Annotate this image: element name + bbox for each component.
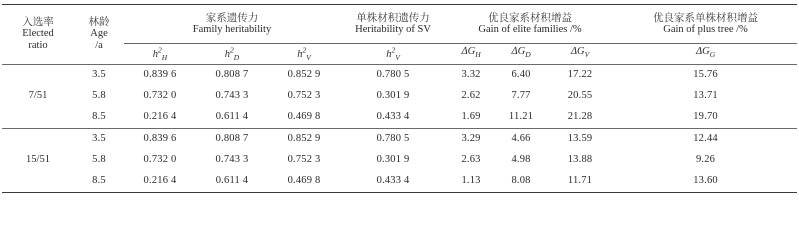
- table-row: [2, 86, 797, 107]
- h2Vs-value: 0.780 5: [376, 69, 410, 81]
- h2Vs-value: 0.433 4: [340, 171, 446, 193]
- dGD-value: 8.08: [496, 171, 546, 193]
- age-en2: /a: [95, 40, 103, 52]
- sub-h2D: $h^2_D$: [196, 44, 268, 65]
- col-age: [74, 5, 124, 65]
- h2H-value: 0.216 4: [124, 171, 196, 193]
- dGD-value: 7.77: [511, 90, 531, 102]
- h2D-value: 0.808 7: [215, 69, 249, 81]
- family-heritability-cn: 家系遗传力: [205, 12, 259, 24]
- dGV-value: 17.22: [567, 69, 593, 81]
- age-value: 8.5: [74, 171, 124, 193]
- dGG-value: 9.26: [695, 154, 716, 166]
- col-selected-ratio: [2, 5, 74, 65]
- col-sv-heritability: [340, 5, 446, 44]
- family-heritability-en: Family heritability: [192, 24, 272, 35]
- table-row: [2, 171, 797, 193]
- dGG-value: 13.71: [693, 90, 718, 102]
- h2V-value: 0.852 9: [287, 69, 321, 81]
- col-elite-gain: [446, 5, 614, 44]
- table-row: [2, 128, 797, 150]
- elite-gain-en: Gain of elite families /%: [478, 24, 582, 35]
- h2V-value: 0.469 8: [268, 171, 340, 193]
- col-family-heritability: [124, 5, 340, 44]
- age-en1: Age: [90, 28, 108, 40]
- dGG-value: 19.70: [614, 107, 797, 129]
- table-row: [2, 64, 797, 86]
- h2D-value: 0.808 7: [215, 133, 249, 145]
- sub-dGD: $\Delta G_D$: [496, 44, 546, 65]
- sub-h2H: $h^2_H$: [124, 44, 196, 65]
- h2Vs-value: 0.301 9: [376, 90, 410, 102]
- table-row: [2, 107, 797, 129]
- dGV-value: 13.88: [567, 154, 593, 166]
- dGH-value: 2.63: [461, 154, 481, 166]
- age-value: 5.8: [92, 154, 106, 166]
- sub-h2V: $h^2_V$: [268, 44, 340, 65]
- sub-h2Vs: $h^2_V$: [340, 44, 446, 65]
- dGD-value: 4.98: [511, 154, 531, 166]
- h2D-value: 0.611 4: [196, 171, 268, 193]
- header-row: [2, 5, 797, 44]
- h2V-value: 0.752 3: [287, 90, 321, 102]
- h2H-value: 0.732 0: [143, 154, 177, 166]
- sub-dGG: $\Delta G_G$: [614, 44, 797, 65]
- h2V-value: 0.852 9: [287, 133, 321, 145]
- age-value: 5.8: [92, 90, 106, 102]
- h2Vs-value: 0.780 5: [376, 133, 410, 145]
- h2H-value: 0.732 0: [143, 90, 177, 102]
- h2D-value: 0.743 3: [215, 90, 249, 102]
- dGV-value: 11.71: [546, 171, 614, 193]
- selected-ratio-en1: Elected: [22, 28, 54, 40]
- h2D-value: 0.611 4: [196, 107, 268, 129]
- age-value: 3.5: [92, 69, 106, 81]
- sv-heritability-cn: 单株材积遗传力: [356, 12, 430, 24]
- dGV-value: 13.59: [567, 133, 593, 145]
- dGH-value: 2.62: [461, 90, 481, 102]
- dGV-value: 20.55: [567, 90, 593, 102]
- h2V-value: 0.752 3: [287, 154, 321, 166]
- selected-ratio-en2: ratio: [28, 40, 48, 52]
- dGV-value: 21.28: [546, 107, 614, 129]
- age-value: 3.5: [92, 133, 106, 145]
- elite-gain-cn: 优良家系材积增益: [488, 12, 573, 24]
- selected-ratio-value: 15/51: [2, 128, 74, 192]
- h2D-value: 0.743 3: [215, 154, 249, 166]
- h2Vs-value: 0.301 9: [376, 154, 410, 166]
- sub-dGH: $\Delta G_H$: [446, 44, 496, 65]
- dGD-value: 11.21: [496, 107, 546, 129]
- dGH-value: 1.13: [446, 171, 496, 193]
- h2Vs-value: 0.433 4: [340, 107, 446, 129]
- plus-gain-cn: 优良家系单株材积增益: [653, 12, 759, 24]
- dGH-value: 3.29: [461, 133, 481, 145]
- sub-dGV: $\Delta G_V$: [546, 44, 614, 65]
- dGH-value: 1.69: [446, 107, 496, 129]
- dGD-value: 4.66: [511, 133, 531, 145]
- selected-ratio-value: 7/51: [2, 64, 74, 128]
- h2H-value: 0.839 6: [143, 133, 177, 145]
- plus-gain-en: Gain of plus tree /%: [663, 24, 748, 35]
- h2H-value: 0.216 4: [124, 107, 196, 129]
- age-value: 8.5: [74, 107, 124, 129]
- dGH-value: 3.32: [461, 69, 481, 81]
- col-plus-gain: [614, 5, 797, 44]
- dGG-value: 15.76: [693, 69, 718, 81]
- h2V-value: 0.469 8: [268, 107, 340, 129]
- heritability-gain-table: [2, 4, 797, 193]
- sv-heritability-en: Heritability of SV: [355, 24, 431, 35]
- table-row: [2, 150, 797, 171]
- dGD-value: 6.40: [511, 69, 531, 81]
- dGG-value: 12.44: [693, 133, 718, 145]
- h2H-value: 0.839 6: [143, 69, 177, 81]
- age-cn: 林龄: [88, 16, 110, 29]
- selected-ratio-cn: 入选率: [22, 16, 54, 29]
- dGG-value: 13.60: [614, 171, 797, 193]
